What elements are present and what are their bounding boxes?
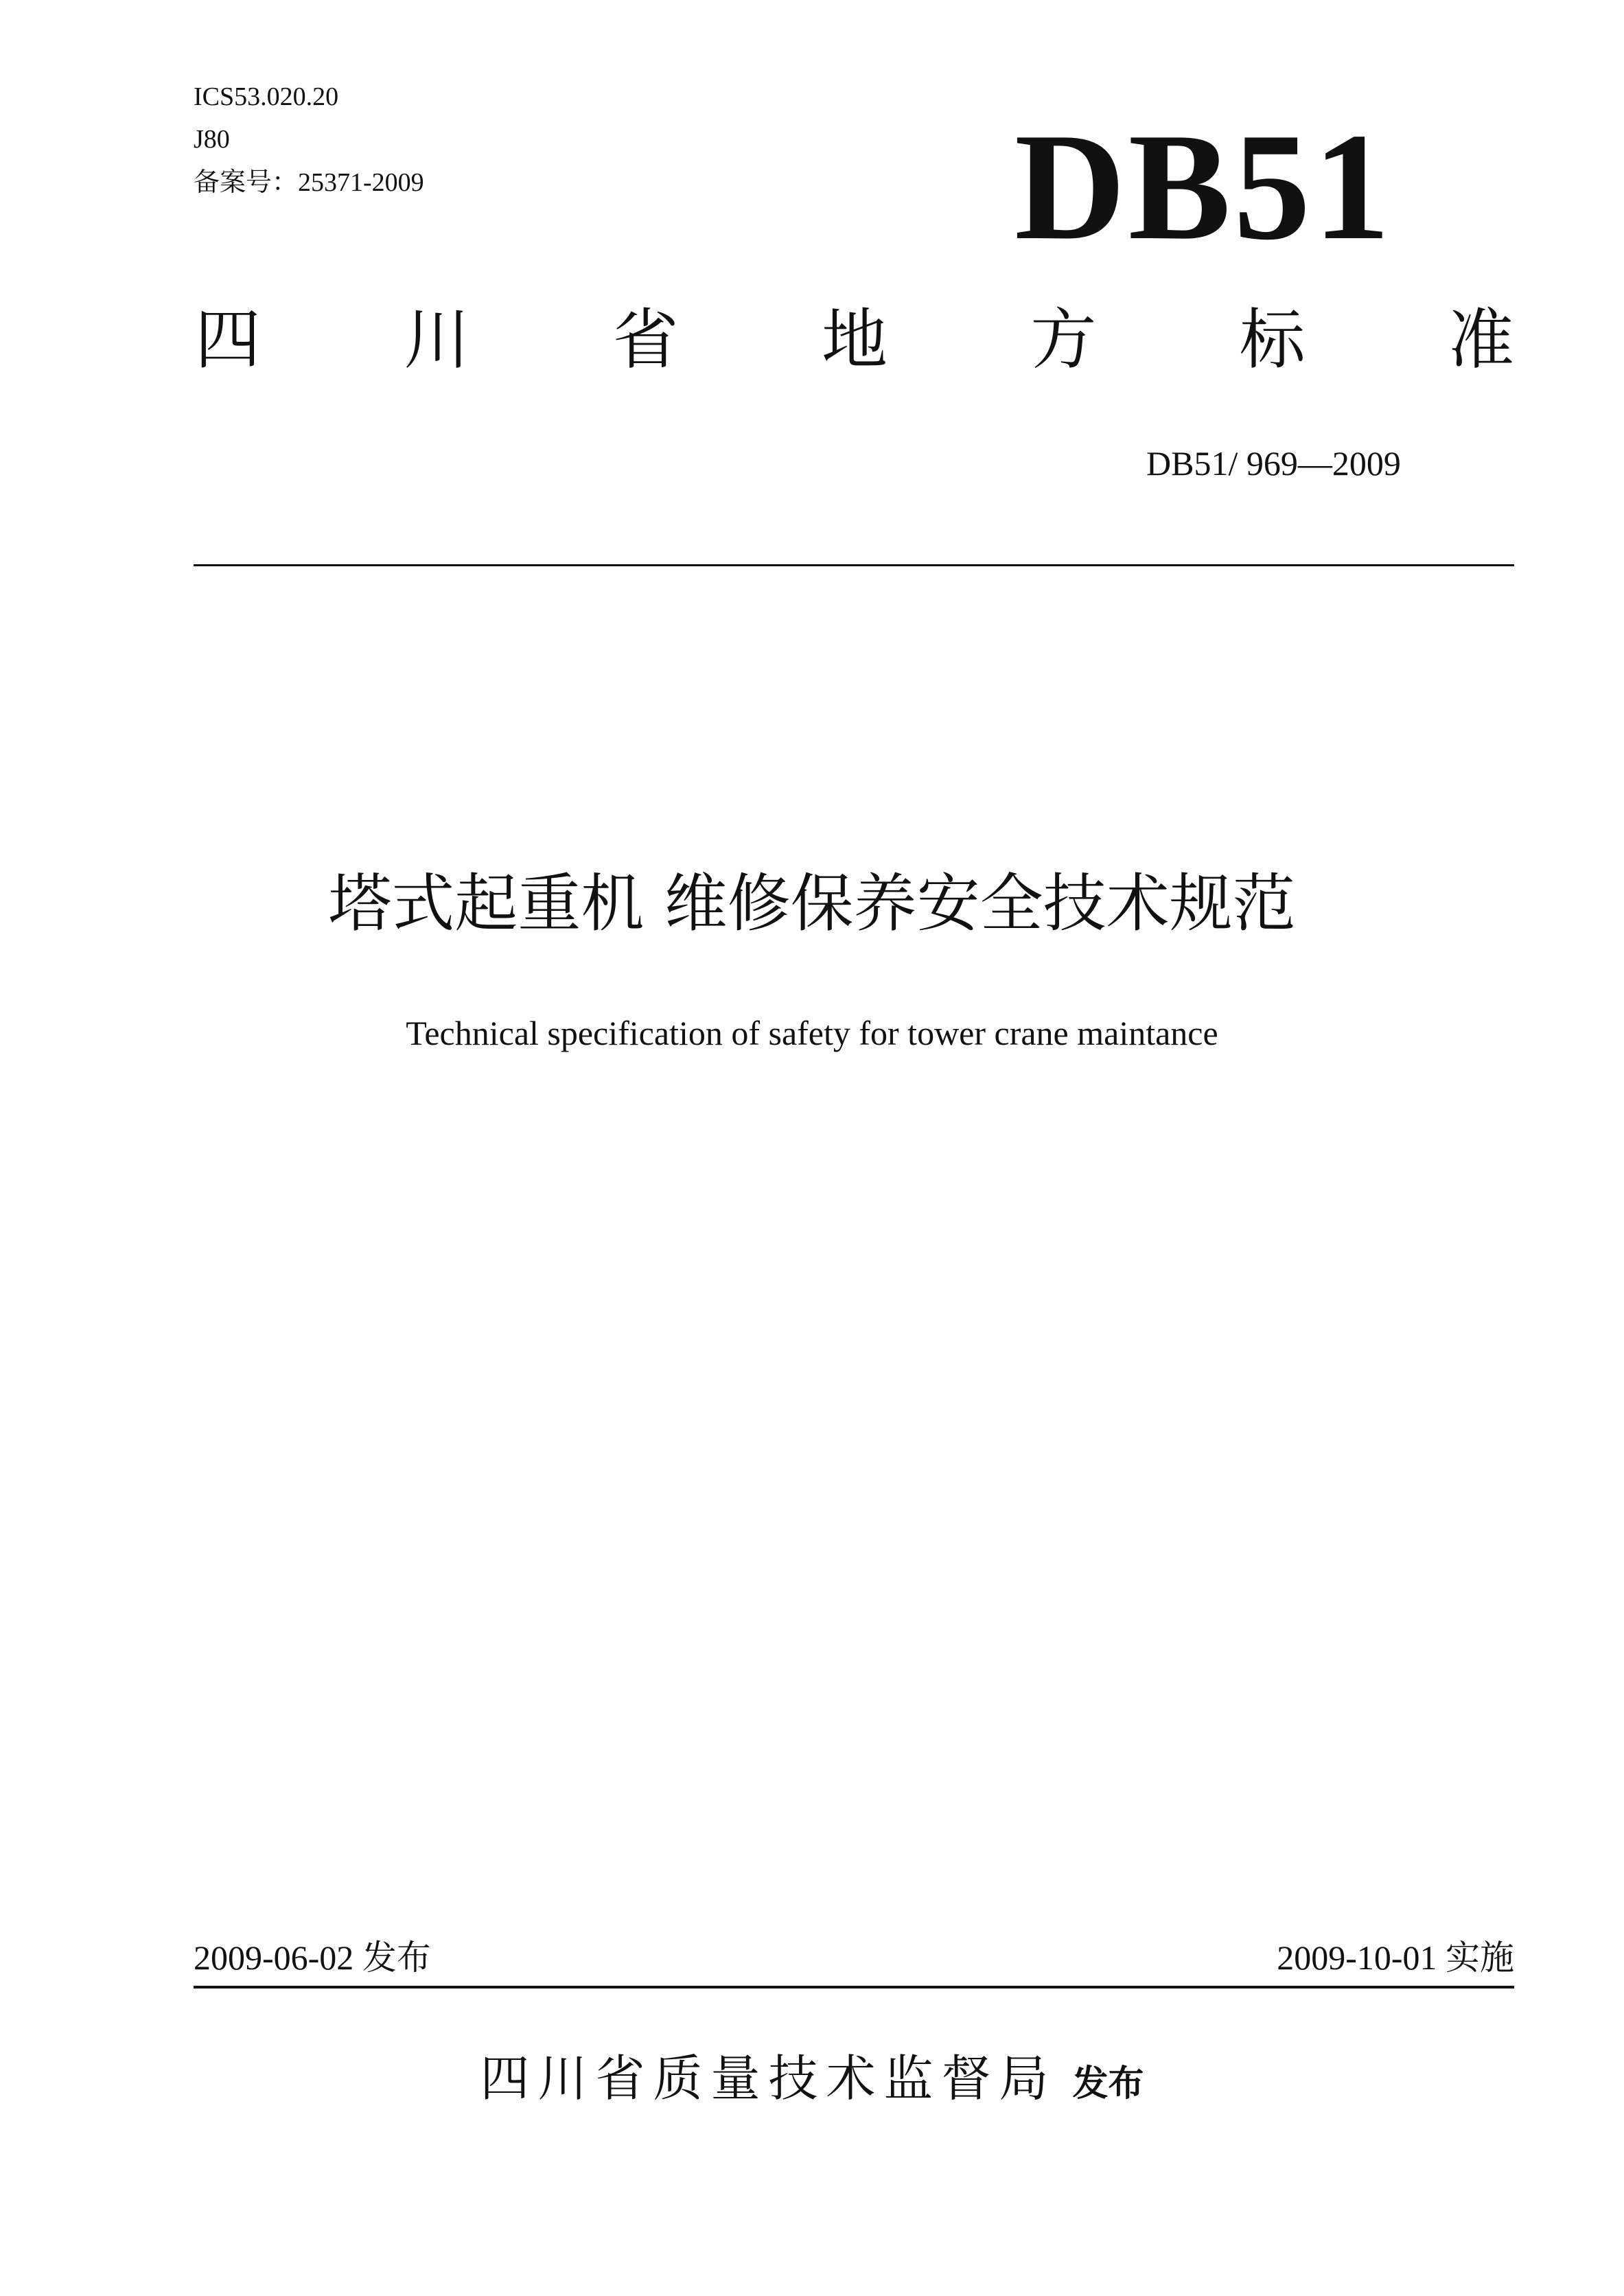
title-chinese: 塔式起重机 维修保养安全技术规范 [328,867,1296,940]
standard-type-char: 标 [1239,301,1306,378]
title-english: Technical specification of safety for tower crane maintance [406,1014,1218,1052]
standard-type-char: 方 [1030,301,1097,378]
bottom-divider [194,1986,1514,1988]
classification-code: J80 [194,125,230,154]
standard-type-char: 川 [404,301,470,378]
standard-type-char: 四 [195,301,261,378]
standard-number: DB51/ 969—2009 [1146,444,1401,483]
standard-type-char: 准 [1448,301,1514,378]
top-divider [194,564,1514,566]
record-number: 备案号：25371-2009 [194,168,424,197]
ics-code: ICS53.020.20 [194,82,339,111]
issuer-action: 发布 [1072,2063,1144,2104]
standard-type-char: 地 [821,301,888,378]
issue-date-value: 2009-06-02 [194,1938,354,1977]
effective-date [1277,1938,1514,1978]
effective-date-value: 2009-10-01 [1277,1938,1437,1977]
issuer-line [0,2039,1624,2110]
standard-type-char: 省 [612,301,679,378]
standard-type-heading [195,302,1514,378]
db51-logo: DB51 [1014,102,1393,272]
issue-date-label: 发布 [362,1938,431,1978]
issue-date [194,1938,431,1978]
effective-date-label: 实施 [1446,1938,1514,1978]
issuer-name: 四川省质量技术监督局 [480,2050,1057,2107]
